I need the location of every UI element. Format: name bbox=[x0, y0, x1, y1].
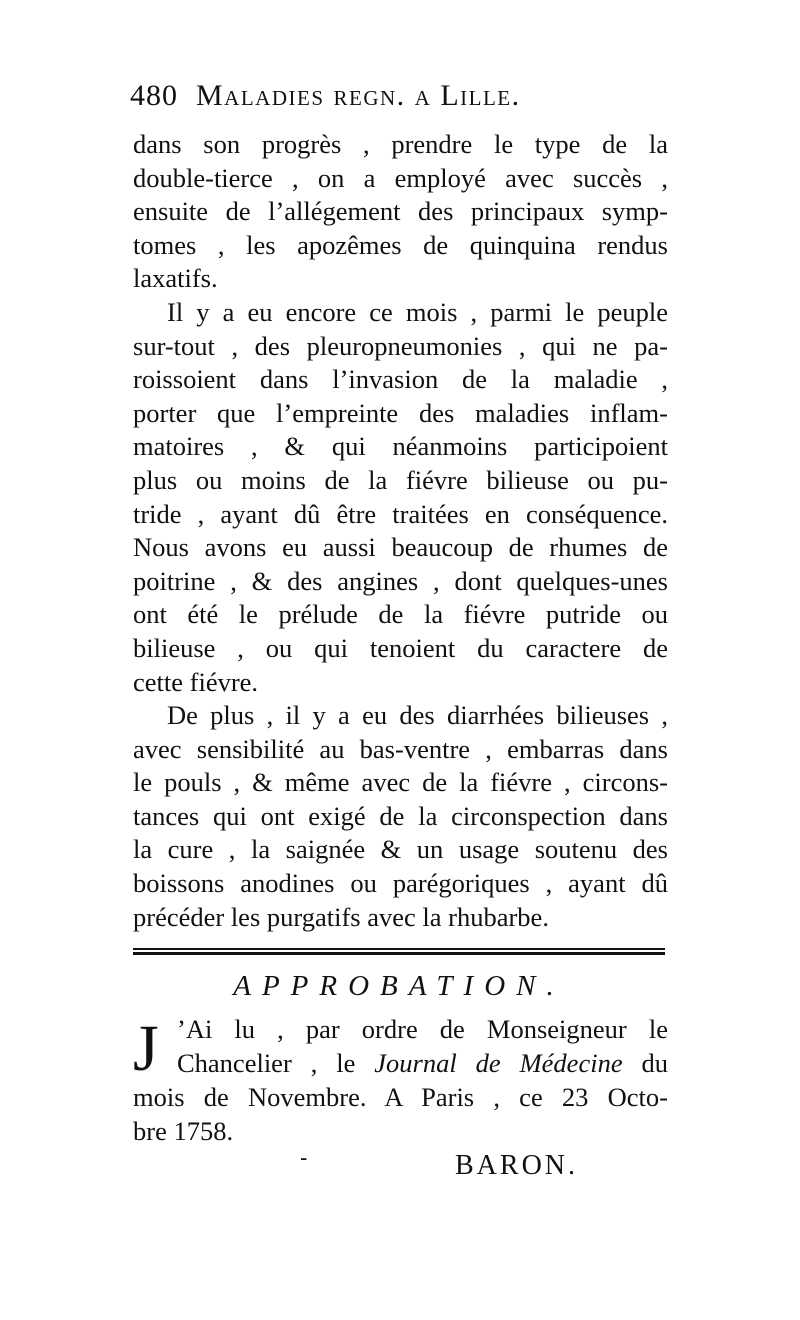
text-line: bilieuse , ou qui tenoient du caractere de bbox=[133, 632, 668, 663]
text-line: cette fiévre. bbox=[133, 666, 259, 697]
text-line: tride , ayant dû être traitées en conséquence. bbox=[133, 498, 668, 529]
text-line: avec sensibilité au bas-ventre , embarras dans bbox=[133, 733, 668, 764]
text-line: ensuite de l’allégement des principaux symp- bbox=[133, 196, 668, 227]
text-line: la cure , la saignée & un usage soutenu des bbox=[133, 834, 668, 865]
journal-title: Journal de Médecine bbox=[374, 1048, 623, 1078]
approbation-heading: APPROBATION. bbox=[233, 970, 565, 1002]
text-line: laxatifs. bbox=[133, 263, 218, 294]
text-line: Nous avons eu aussi beaucoup de rhumes de bbox=[133, 532, 668, 563]
page-number: 480 bbox=[130, 79, 178, 112]
text-line: bre 1758. bbox=[133, 1116, 234, 1146]
text-fragment: du bbox=[622, 1048, 668, 1078]
text-line: boissons anodines ou parégoriques , ayant dû bbox=[133, 868, 668, 899]
text-line: ont été le prélude de la fiévre putride ou bbox=[133, 599, 668, 630]
text-line: matoires , & qui néanmoins participoient bbox=[133, 431, 668, 462]
running-title: Maladies regn. a Lille. bbox=[196, 79, 521, 112]
text-line: double-tierce , on a employé avec succès , bbox=[133, 162, 668, 193]
text-line: porter que l’empreinte des maladies inflam- bbox=[133, 397, 668, 428]
text-line: tances qui ont exigé de la circonspection dans bbox=[133, 800, 668, 831]
text-line: ’Ai lu , par ordre de Monseigneur le bbox=[177, 1014, 668, 1044]
text-line: sur-tout , des pleuropneumonies , qui ne pa- bbox=[133, 330, 668, 361]
paragraph-start-line: De plus , il y a eu des diarrhées bilieuses , bbox=[167, 700, 668, 731]
text-line: tomes , les apozêmes de quinquina rendus bbox=[133, 229, 668, 260]
body-text bbox=[133, 128, 668, 934]
text-line: le pouls , & même avec de la fiévre , circons- bbox=[133, 767, 668, 798]
text-line: plus ou moins de la fiévre bilieuse ou pu- bbox=[133, 464, 668, 495]
running-head bbox=[130, 78, 690, 114]
drop-cap: J bbox=[133, 1012, 159, 1085]
signature: BARON. bbox=[455, 1150, 579, 1181]
dash-mark: - bbox=[300, 1146, 308, 1171]
text-line: mois de Novembre. A Paris , ce 23 Octo- bbox=[133, 1082, 668, 1112]
text-line: roissoient dans l’invasion de la maladie , bbox=[133, 364, 668, 395]
text-line: poitrine , & des angines , dont quelques-unes bbox=[133, 565, 668, 596]
paragraph-start-line: Il y a eu encore ce mois , parmi le peuple bbox=[167, 296, 668, 327]
approbation-text bbox=[133, 1012, 668, 1148]
text-fragment: Chancelier , le bbox=[177, 1048, 375, 1078]
double-rule-divider bbox=[133, 948, 665, 955]
text-line: dans son progrès , prendre le type de la bbox=[133, 129, 668, 159]
text-line: précéder les purgatifs avec la rhubarbe. bbox=[133, 901, 549, 932]
text-line bbox=[133, 1046, 668, 1080]
